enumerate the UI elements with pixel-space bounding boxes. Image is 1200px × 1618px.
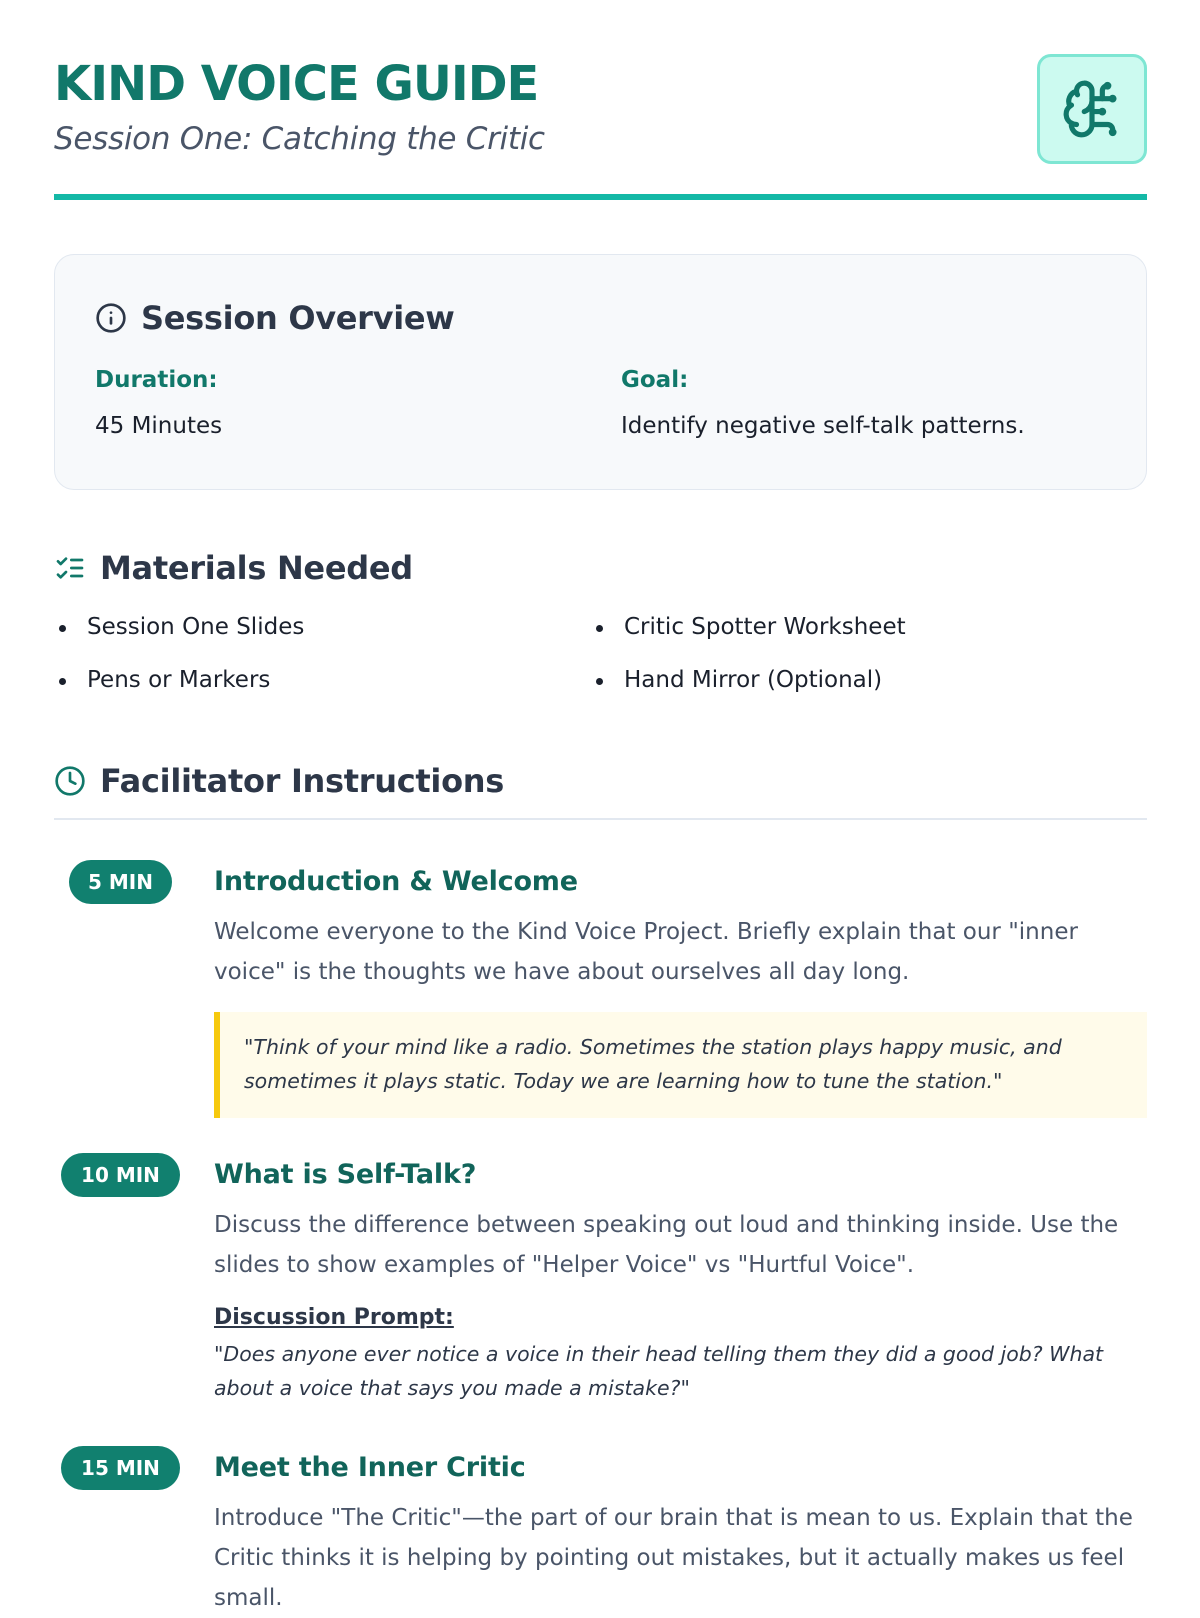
header-divider	[54, 194, 1147, 200]
list-item: Session One Slides	[54, 612, 304, 642]
session-overview-card	[54, 254, 1147, 490]
page-subtitle: Session One: Catching the Critic	[54, 121, 545, 157]
list-item: Hand Mirror (Optional)	[591, 665, 882, 695]
time-badge: 10 MIN	[61, 1153, 180, 1197]
duration-value: 45 Minutes	[95, 413, 223, 439]
facilitator-heading-row	[54, 761, 504, 801]
script-quote: "Think of your mind like a radio. Sometimes the station plays happy music, and sometimes it plays static. Today we are learning how to tune the station."	[214, 1012, 1147, 1118]
step-title: Introduction & Welcome	[214, 866, 578, 897]
overview-heading-row	[95, 298, 455, 338]
info-icon	[95, 302, 127, 334]
step-description: Discuss the difference between speaking out loud and thinking inside. Use the slides to show examples of "Helper Voice" vs "Hurtful Voice".	[214, 1212, 1119, 1278]
facilitator-divider	[54, 818, 1147, 820]
clock-icon	[54, 765, 86, 797]
goal-block	[621, 365, 1025, 441]
duration-block	[95, 365, 222, 441]
document-page	[54, 0, 1147, 1611]
goal-label: Goal:	[621, 367, 689, 393]
time-badge: 5 MIN	[69, 860, 172, 904]
step-description: Welcome everyone to the Kind Voice Project. Briefly explain that our "inner voice" is the thoughts we have about ourselves all day long.	[214, 919, 1078, 985]
list-item: Critic Spotter Worksheet	[591, 612, 906, 642]
discussion-prompt-label: Discussion Prompt:	[214, 1305, 454, 1330]
materials-heading: Materials Needed	[100, 549, 413, 587]
goal-value: Identify negative self-talk patterns.	[621, 413, 1025, 439]
list-item: Pens or Markers	[54, 665, 270, 695]
checklist-icon	[54, 552, 86, 584]
overview-heading: Session Overview	[141, 299, 455, 337]
step-body	[214, 1446, 1147, 1618]
step-description: Introduce "The Critic"—the part of our brain that is mean to us. Explain that the Critic thinks it is helping by pointing out mistakes, but it actually makes us feel small.	[214, 1505, 1133, 1611]
materials-heading-row	[54, 548, 413, 588]
duration-label: Duration:	[95, 367, 218, 393]
step-title: What is Self-Talk?	[214, 1159, 477, 1190]
facilitator-heading: Facilitator Instructions	[100, 762, 504, 800]
step-body	[214, 860, 1147, 1118]
brain-icon	[1061, 78, 1123, 140]
step-body	[214, 1153, 1147, 1405]
header	[54, 0, 1147, 201]
page-title: KIND VOICE GUIDE	[54, 56, 539, 112]
time-badge: 15 MIN	[61, 1446, 180, 1490]
logo	[1037, 54, 1147, 164]
discussion-prompt-text: "Does anyone ever notice a voice in their head telling them they did a good job? What about a voice that says you made a mistake?"	[214, 1342, 1104, 1400]
step-title: Meet the Inner Critic	[214, 1452, 526, 1483]
